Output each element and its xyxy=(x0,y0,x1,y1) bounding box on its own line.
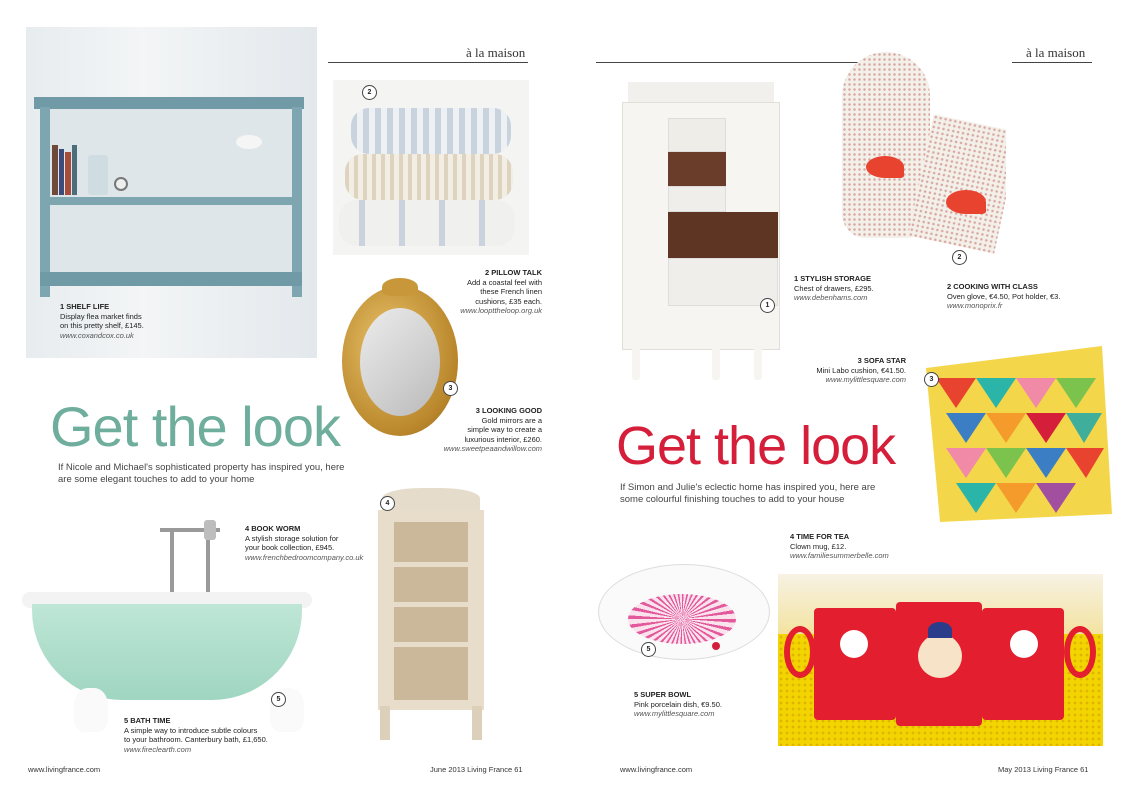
item-3-body: Gold mirrors are a xyxy=(481,415,542,425)
right-footer-folio: May 2013 Living France 61 xyxy=(998,765,1089,774)
right-item-5-number: 5 xyxy=(641,642,656,657)
right-item-4-caption xyxy=(790,532,889,561)
right-item-1-head: 1 STYLISH STORAGE xyxy=(794,274,871,283)
item-1-head: 1 SHELF LIFE xyxy=(60,302,110,311)
item-3-head: 3 LOOKING GOOD xyxy=(475,406,542,415)
right-item-2-body: Oven glove, €4.50, Pot holder, €3. xyxy=(947,291,1061,301)
right-intro: If Simon and Julie's eclectic home has inspired you, here are some colourful finishing touches to add to your house xyxy=(620,482,876,505)
right-item-5-head: 5 SUPER BOWL xyxy=(634,690,692,699)
item-5-body: A simple way to introduce subtle colours xyxy=(124,725,258,735)
item-4-url[interactable]: www.frenchbedroomcompany.co.uk xyxy=(245,552,364,562)
item-3-body-2: simple way to create a xyxy=(467,425,542,434)
item-5-caption xyxy=(124,716,268,754)
right-item-4-head: 4 TIME FOR TEA xyxy=(790,532,850,541)
item-1-body: Display flea market finds xyxy=(60,311,142,321)
right-item-1-number: 1 xyxy=(760,298,775,313)
item-2-head: 2 PILLOW TALK xyxy=(485,268,542,277)
bowl-photo xyxy=(594,550,774,680)
right-item-1-caption xyxy=(794,274,874,303)
right-item-2-caption xyxy=(947,282,1060,311)
item-5-head: 5 BATH TIME xyxy=(124,716,171,725)
item-4-head: 4 BOOK WORM xyxy=(245,524,301,533)
pillows-photo xyxy=(333,80,529,255)
item-2-body-3: cushions, £35 each. xyxy=(475,296,542,306)
drawers-photo xyxy=(620,82,782,382)
item-3-caption xyxy=(420,406,542,454)
right-item-2-number: 2 xyxy=(952,250,967,265)
item-1-caption xyxy=(60,302,144,340)
item-2-body-2: these French linen xyxy=(480,287,542,296)
right-footer-url[interactable]: www.livingfrance.com xyxy=(620,765,693,774)
right-item-5-url[interactable]: www.mylittlesquare.com xyxy=(634,709,715,718)
item-5-url[interactable]: www.fireclearth.com xyxy=(124,744,192,754)
left-title: Get the look xyxy=(50,395,340,458)
right-title: Get the look xyxy=(616,416,896,476)
right-item-3-caption xyxy=(800,356,906,385)
right-item-2-url[interactable]: www.monoprix.fr xyxy=(947,301,1003,310)
right-item-3-url[interactable]: www.mylittlesquare.com xyxy=(825,375,906,384)
oven-glove-photo xyxy=(836,52,1006,262)
left-header-rule xyxy=(328,62,528,63)
item-2-number: 2 xyxy=(362,85,377,100)
item-5-body-2: to your bathroom. Canterbury bath, £1,650. xyxy=(124,735,268,744)
right-item-1-url[interactable]: www.debenhams.com xyxy=(794,293,868,302)
item-1-url[interactable]: www.coxandcox.co.uk xyxy=(60,330,134,340)
left-footer-url[interactable]: www.livingfrance.com xyxy=(28,765,101,774)
cushion-photo xyxy=(916,338,1116,528)
item-5-number: 5 xyxy=(271,692,286,707)
right-item-4-url[interactable]: www.familiesummerbelle.com xyxy=(790,551,889,560)
item-4-caption xyxy=(245,524,363,562)
left-section-label: à la maison xyxy=(466,45,526,60)
mugs-photo xyxy=(778,574,1103,746)
right-item-5-body: Pink porcelain dish, €9.50. xyxy=(634,699,722,709)
bookcase-photo xyxy=(372,470,490,742)
right-item-3-number: 3 xyxy=(924,372,939,387)
right-item-4-body: Clown mug, £12. xyxy=(790,541,847,551)
right-item-1-body: Chest of drawers, £295. xyxy=(794,283,874,293)
item-4-body: A stylish storage solution for xyxy=(245,533,339,543)
left-intro: If Nicole and Michael's sophisticated property has inspired you, here are some elegant touches to add to your home xyxy=(58,462,345,485)
item-2-body: Add a coastal feel with xyxy=(466,277,542,287)
right-header-rule-2 xyxy=(1012,62,1092,63)
item-3-body-3: luxurious interior, £260. xyxy=(464,434,542,444)
item-4-number: 4 xyxy=(380,496,395,511)
item-3-number: 3 xyxy=(443,381,458,396)
right-item-3-body: Mini Labo cushion, €41.50. xyxy=(816,365,906,375)
cushion-pattern xyxy=(916,338,1116,528)
item-3-url[interactable]: www.sweetpeaandwillow.com xyxy=(443,444,542,453)
right-section-label: à la maison xyxy=(1026,45,1086,60)
item-2-url[interactable]: www.loopttheloop.org.uk xyxy=(460,306,542,315)
right-item-3-head: 3 SOFA STAR xyxy=(857,356,906,365)
item-1-body-2: on this pretty shelf, £145. xyxy=(60,321,144,330)
item-4-body-2: your book collection, £945. xyxy=(245,543,335,552)
left-footer-folio: June 2013 Living France 61 xyxy=(430,765,523,774)
right-item-5-caption xyxy=(634,690,722,719)
right-item-2-head: 2 COOKING WITH CLASS xyxy=(947,282,1038,291)
